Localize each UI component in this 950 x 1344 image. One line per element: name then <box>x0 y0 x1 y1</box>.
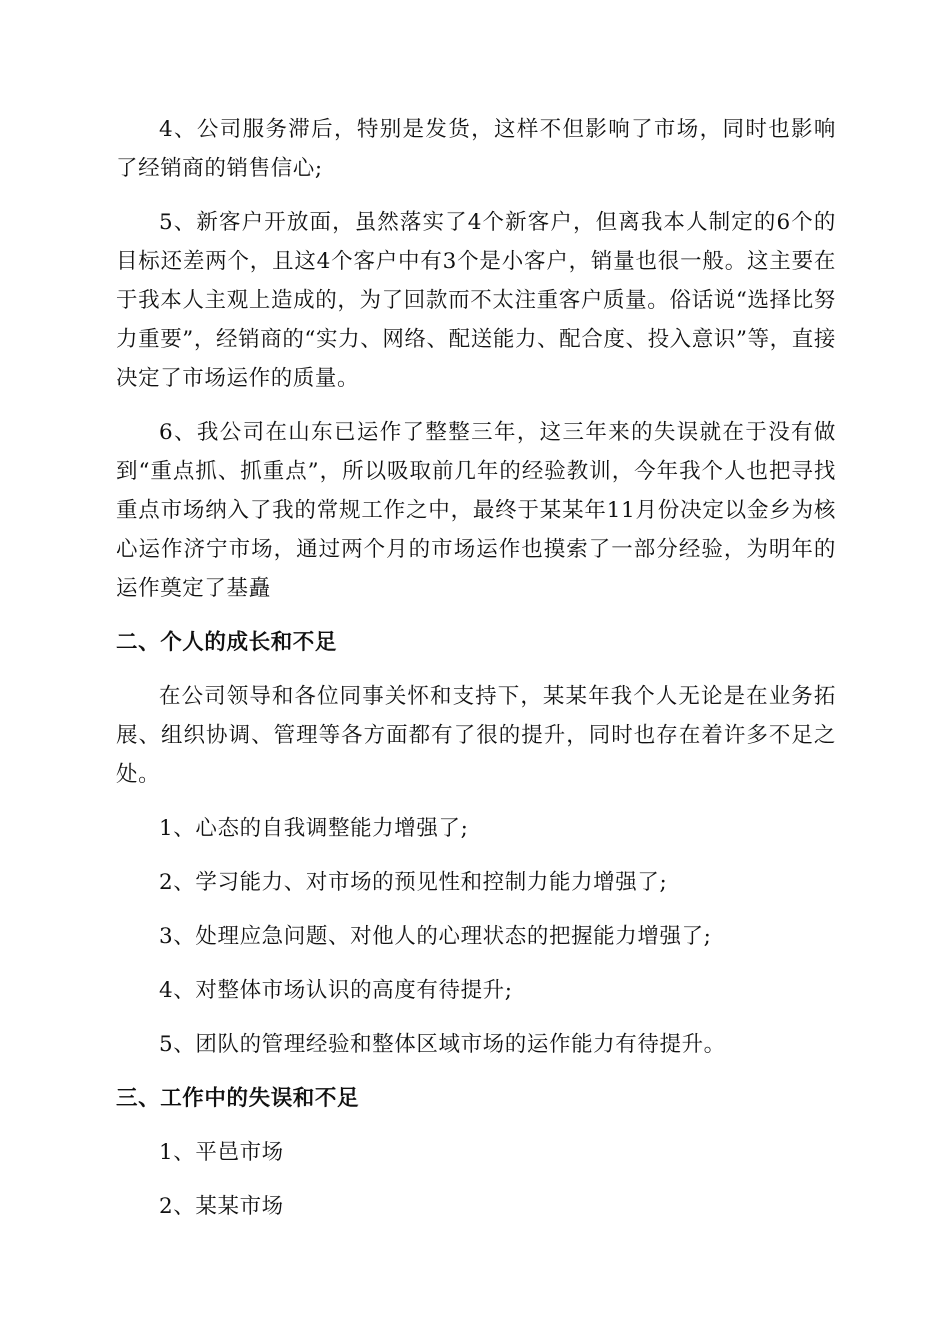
section-heading-mistakes: 三、工作中的失误和不足 <box>116 1086 360 1111</box>
list-item: 5、团队的管理经验和整体区域市场的运作能力有待提升。 <box>159 1032 726 1057</box>
list-item: 2、某某市场 <box>159 1194 284 1219</box>
paragraph-item-5: 5、新客户开放面，虽然落实了4个新客户，但离我本人制定的6个的目标还差两个，且这4个客户中有3个是小客户，销量也很一般。这主要在于我本人主观上造成的，为了回款而不太注重客户质量。俗话说“选择比努力重要”，经销商的“实力、网络、配送能力、配合度、投入意识”等，直接决定了市场运作的质量。 <box>116 210 836 391</box>
list-item: 3、处理应急问题、对他人的心理状态的把握能力增强了; <box>159 924 712 949</box>
document-page <box>116 110 836 1226</box>
paragraph-item-6: 6、我公司在山东已运作了整整三年，这三年来的失误就在于没有做到“重点抓、抓重点”，所以吸取前几年的经验教训，今年我个人也把寻找重点市场纳入了我的常规工作之中，最终于某某年11月份决定以金乡为核心运作济宁市场，通过两个月的市场运作也摸索了一部分经验，为明年的运作奠定了基矗 <box>116 420 836 601</box>
list-item: 2、学习能力、对市场的预见性和控制力能力增强了; <box>159 870 668 895</box>
paragraph-item-4: 4、公司服务滞后，特别是发货，这样不但影响了市场，同时也影响了经销商的销售信心; <box>116 117 836 181</box>
section-heading-personal-growth: 二、个人的成长和不足 <box>116 630 338 655</box>
list-item: 1、心态的自我调整能力增强了; <box>159 816 469 841</box>
list-item: 4、对整体市场认识的高度有待提升; <box>159 978 513 1003</box>
section-intro-paragraph: 在公司领导和各位同事关怀和支持下，某某年我个人无论是在业务拓展、组织协调、管理等各方面都有了很的提升，同时也存在着许多不足之处。 <box>116 684 836 787</box>
list-item: 1、平邑市场 <box>159 1140 284 1165</box>
